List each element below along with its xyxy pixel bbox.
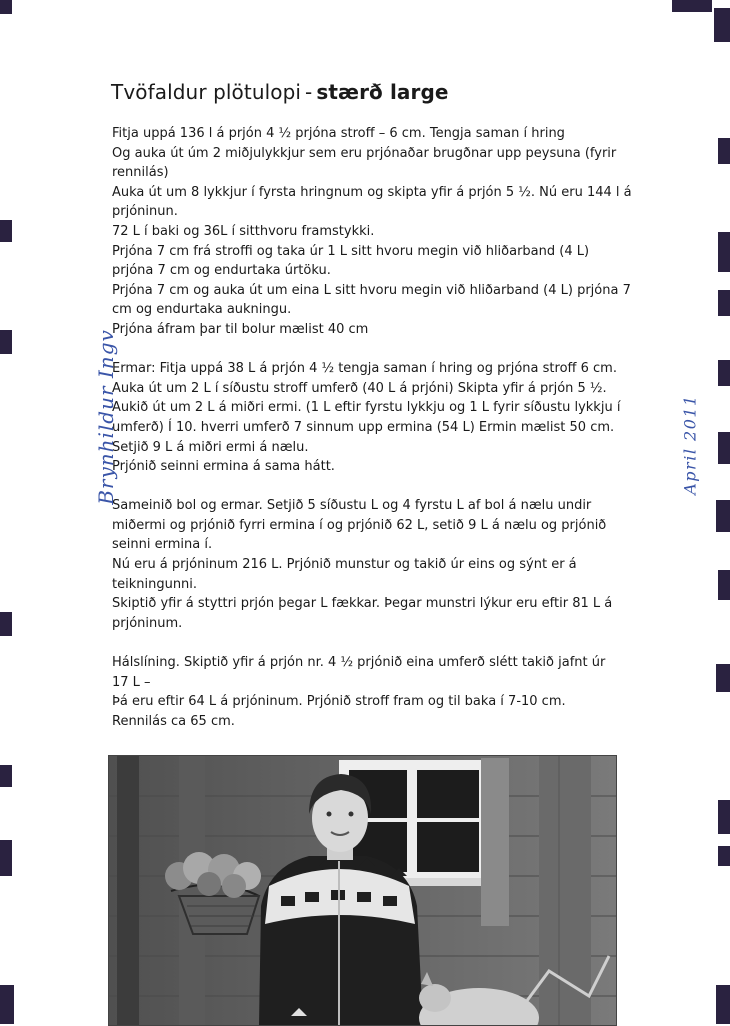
text-line: Nú eru á prjóninum 216 L. Prjónið munstur og takið úr eins og sýnt er á: [112, 557, 577, 573]
text-line: 72 L í baki og 36L í sitthvoru framstykki.: [112, 223, 375, 239]
text-line: Sameinið bol og ermar. Setjið 5 síðustu L og 4 fyrstu L af bol á nælu undir: [112, 498, 592, 514]
paragraph-neckline: [112, 653, 642, 731]
porch-post: [539, 756, 591, 1025]
paragraph-join: [112, 496, 642, 633]
binder-mark: [718, 846, 730, 866]
text-line: Setjið 9 L á miðri ermi á nælu.: [112, 439, 309, 455]
corner-post: [117, 756, 139, 1025]
title-plain: Tvöfaldur plötulopi: [111, 80, 302, 104]
binder-mark: [718, 432, 730, 464]
paragraph-gap: [112, 340, 642, 360]
text-line: Og auka út úm 2 miðjulykkjur sem eru prjónaðar brugðnar upp peysuna (fyrir: [112, 145, 617, 161]
text-line: 17 L –: [112, 674, 151, 690]
text-line: prjóninun.: [112, 204, 178, 220]
binder-mark: [718, 290, 730, 316]
text-line: Aukið út um 2 L á miðri ermi. (1 L eftir fyrstu lykkju og 1 L fyrir síðustu lykkju í: [112, 400, 621, 416]
text-line: Hálslíning. Skiptið yfir á prjón nr. 4 ½ prjónið eina umferð slétt takið jafnt úr: [112, 655, 606, 671]
paragraph-sleeves: [112, 359, 642, 477]
text-line: seinni ermina í.: [112, 537, 213, 553]
photo-woman-in-sweater: [108, 755, 617, 1026]
text-line: Skiptið yfir á styttri prjón þegar L fækkar. Þegar munstri lýkur eru eftir 81 L á: [112, 596, 613, 612]
text-line: Auka út um 8 lykkjur í fyrsta hringnum og skipta yfir á prjón 5 ½. Nú eru 144 l á: [112, 184, 632, 200]
binder-mark: [0, 330, 12, 354]
text-line: prjóna 7 cm og endurtaka úrtöku.: [112, 263, 331, 279]
binder-mark: [0, 220, 12, 242]
binder-mark: [714, 8, 730, 42]
photo-illustration: [109, 756, 616, 1025]
page-title: [111, 80, 449, 104]
binder-mark: [718, 360, 730, 386]
window-shutter: [481, 758, 509, 926]
text-line: miðermi og prjónið fyrri ermina í og prjónið 62 L, setið 9 L á nælu og prjónið: [112, 517, 607, 533]
pattern-text: [112, 124, 642, 731]
text-line: Þá eru eftir 64 L á prjóninum. Prjónið stroff fram og til baka í 7-10 cm.: [112, 694, 566, 710]
text-line: Prjóna 7 cm og auka út um eina L sitt hvoru megin við hliðarband (4 L) prjóna 7: [112, 282, 631, 298]
binder-mark: [716, 985, 730, 1024]
binder-mark: [0, 765, 12, 787]
text-line: cm og endurtaka aukningu.: [112, 302, 292, 318]
text-line: Fitja uppá 136 l á prjón 4 ½ prjóna stroff – 6 cm. Tengja saman í hring: [112, 126, 565, 141]
title-separator: -: [305, 80, 313, 104]
text-line: Ermar: Fitja uppá 38 L á prjón 4 ½ tengja saman í hring og prjóna stroff 6 cm.: [112, 361, 617, 377]
handwritten-signature: Brynhildur Ingv: [93, 329, 118, 505]
binder-mark: [718, 800, 730, 834]
text-line: Rennilás ca 65 cm.: [112, 713, 235, 729]
binder-mark: [718, 570, 730, 600]
binder-mark: [0, 985, 14, 1024]
binder-mark: [718, 138, 730, 164]
text-line: rennilás): [112, 165, 169, 181]
handwritten-date: April 2011: [680, 394, 700, 495]
text-line: prjóninum.: [112, 615, 183, 631]
binder-mark: [672, 0, 712, 12]
text-line: Prjóna áfram þar til bolur mælist 40 cm: [112, 321, 369, 337]
binder-mark: [718, 232, 730, 272]
text-line: Prjónið seinni ermina á sama hátt.: [112, 459, 335, 475]
text-line: umferð) Í 10. hverri umferð 7 sinnum upp ermina (54 L) Ermin mælist 50 cm.: [112, 419, 615, 435]
text-line: teikningunni.: [112, 576, 198, 592]
binder-mark: [0, 612, 12, 636]
binder-mark: [0, 840, 12, 876]
text-line: Auka út um 2 L í síðustu stroff umferð (40 L á prjóni) Skipta yfir á prjón 5 ½.: [112, 380, 607, 396]
binder-mark: [716, 500, 730, 532]
paragraph-gap: [112, 633, 642, 653]
text-line: Prjóna 7 cm frá stroffi og taka úr 1 L sitt hvoru megin við hliðarband (4 L): [112, 243, 590, 259]
binder-mark: [0, 0, 12, 14]
paragraph-body: [112, 124, 642, 340]
binder-mark: [716, 664, 730, 692]
title-bold: stærð large: [316, 80, 449, 104]
paragraph-gap: [112, 477, 642, 497]
